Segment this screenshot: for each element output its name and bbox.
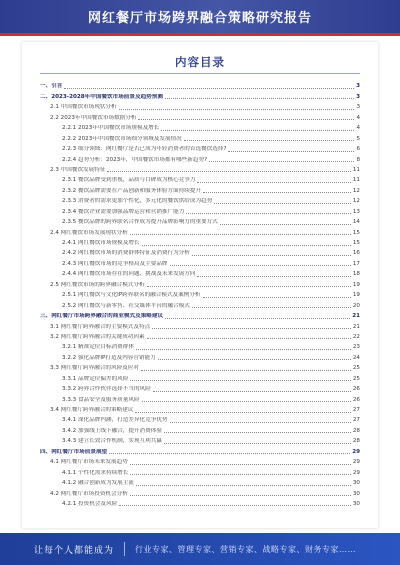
toc-entry-page: 29 [352,448,360,455]
toc-entry[interactable] [40,278,360,288]
toc-entry-page: 19 [352,292,360,299]
toc-entry[interactable] [40,101,360,111]
toc-entry-title: 2.2.2 2023年中国餐饮市场细分领域及发展情况 [62,135,182,142]
toc-leader-dots [161,130,354,131]
toc-entry-title: 3.3 网红餐厅跨界融合的风险及应对 [50,365,139,372]
footer-slogan: 让每个人都能成为 [34,545,115,556]
toc-entry-title: 2.2 2023年中国餐饮市场数据分析 [50,114,137,121]
toc-entry-page: 25 [352,375,360,382]
toc-leader-dots [109,453,350,454]
toc-leader-dots [152,328,351,329]
toc-entry-page: 4 [356,125,360,132]
toc-entry[interactable] [40,90,360,100]
report-title: 网红餐厅市场跨界融合策略研究报告 [87,11,312,26]
toc-entry[interactable] [40,341,360,351]
toc-entry[interactable] [40,393,360,403]
toc-leader-dots [142,245,351,246]
toc-entry[interactable] [40,184,360,194]
toc-leader-dots [214,203,351,204]
toc-entry-title: 2.5.1 网红餐饮与文化IP跨界联名的融合模式及案例分析 [62,292,201,299]
toc-leader-dots [64,88,354,89]
toc-leader-dots [197,182,350,183]
toc-entry-page: 15 [352,240,360,246]
toc-entry-title: 二、2023-2028年中国餐饮市场前景及趋势预测 [40,93,163,100]
toc-leader-dots [130,474,351,475]
toc-entry-title: 2.2.1 2023年中国餐饮市场规模及增长 [62,125,160,132]
toc-entry[interactable] [40,351,360,361]
toc-entry[interactable] [40,205,360,215]
toc-leader-dots [209,161,354,162]
toc-leader-dots [165,318,350,319]
toc-entry-page: 4 [356,114,360,121]
toc-entry[interactable] [40,466,360,476]
toc-entry-title: 2.4.4 网红餐饮市场存在的问题、挑战及未来发展方向 [62,271,196,278]
toc-entry[interactable] [40,362,360,372]
toc-leader-dots [138,119,354,120]
toc-leader-dots [203,192,351,193]
toc-entry-title: 3.1 网红餐厅跨界融合的主要模式及特点 [50,323,151,330]
toc-entry-title: 3.2 网红餐厅跨界融合的关键成功因素 [50,333,145,340]
toc-entry[interactable] [40,164,360,174]
toc-leader-dots [220,224,351,225]
toc-entry[interactable] [40,320,360,330]
toc-entry-page: 28 [352,427,360,434]
toc-entry[interactable] [40,310,360,320]
toc-leader-dots [130,495,351,496]
toc-leader-dots [130,380,351,381]
toc-entry-title: 2.3.5 餐饮品牌的跨界联名合作成为提升品牌影响力的重要方式 [62,219,218,226]
toc-leader-dots [119,505,351,506]
toc-entry-title: 2.3.3 消费者的需求更加个性化，多元化的餐饮供给成为趋势 [62,198,213,205]
toc-entry-page: 11 [352,177,360,184]
toc-entry-page: 21 [352,323,360,330]
toc-leader-dots [192,307,351,308]
toc-entry-page: 30 [352,500,360,507]
toc-entry-title: 3.2.2 强化品牌IP打造及内容营销能力 [62,354,156,361]
toc-entry-page: 30 [352,480,360,487]
toc-entry-page: 20 [352,302,360,309]
toc-entry[interactable] [40,257,360,267]
toc-entry[interactable] [40,122,360,132]
toc-entry-page: 26 [352,386,360,393]
toc-entry-title: 3.3.2 跨界合作伙伴选择不当的风险 [62,386,151,393]
toc-entry-title: 4.1.1 个性化需求持续增长 [62,469,129,476]
toc-entry[interactable] [40,174,360,184]
toc-entry-title: 2.5 网红餐饮市场的跨界融合模式分析 [50,281,145,288]
toc-entry-title: 2.3 中国餐饮发展特征 [50,166,106,173]
toc-heading: 内容目录 [175,55,225,69]
toc-entry-page: 21 [352,313,360,320]
footer-tagline: 行业专家、管理专家、营销专家、战略专家、财务专家…… [135,544,357,554]
toc-leader-dots [147,338,351,339]
toc-entry-title: 三、网红餐厅市场跨界融合的商业模式及策略建议 [40,313,164,320]
toc-entry[interactable] [40,111,360,121]
toc-leader-dots [170,422,351,423]
toc-entry-title: 2.4.1 网红餐饮市场规模及增长 [62,240,140,246]
toc-leader-dots [164,432,351,433]
toc-entry[interactable] [40,80,360,90]
toc-entry-title: 3.3.1 品牌定位偏差的风险 [62,375,129,382]
toc-entry-page: 29 [352,469,360,476]
toc-entry-title: 4.1.2 融合创新成为发展主流 [62,480,134,487]
toc-entry-page: 29 [352,459,360,466]
toc-entry[interactable] [40,487,360,497]
toc-entry-title: 3.4.1 深化品牌内涵，打造差异化竞争优势 [62,417,168,424]
toc-heading-divider [40,73,360,74]
toc-entry-page: 25 [352,365,360,372]
toc-entry-title: 2.3.4 餐饮企业需要加强品牌运营和营销推广能力 [62,208,185,215]
toc-entry-page: 27 [352,407,360,413]
toc-leader-dots [136,485,351,486]
toc-entry-title: 2.2.3 细分领域：网红餐厅是否已成为年轻消费者的首选餐饮选择? [62,146,227,153]
toc-entry[interactable] [40,414,360,424]
toc-entry-page: 12 [352,187,360,194]
toc-entry[interactable] [40,226,360,236]
toc-entry-title: 4.2 网红餐厅市场投资机会分析 [50,490,128,497]
toc-leader-dots [164,443,351,444]
toc-leader-dots [135,412,350,413]
toc-leader-dots [130,464,351,465]
toc-leader-dots [184,140,355,141]
toc-entry[interactable] [40,435,360,445]
toc-entry[interactable] [40,237,360,247]
toc-entry-title: 2.4 网红餐饮市场发展现状分析 [50,229,128,236]
toc-entry-page: 3 [356,93,360,100]
toc-entry-title: 2.3.2 餐饮品牌需要在产品创新和服务体验方面持续提升 [62,187,202,194]
toc-entry-page: 5 [356,135,360,142]
toc-entry-page: 17 [352,260,360,267]
toc-entry-page: 15 [352,229,360,236]
toc-entry[interactable] [40,299,360,309]
toc-entry-title: 4.1 网红餐厅市场未来发展趋势 [50,459,128,466]
toc-entry[interactable] [40,132,360,142]
toc-entry-title: 四、网红餐厅市场前景展望 [40,448,108,455]
toc-leader-dots [197,276,350,277]
toc-leader-dots [192,255,351,256]
toc-leader-dots [203,297,351,298]
toc-entry-page: 6 [356,146,360,153]
toc-entry-title: 3.2.1 精准定位目标消费群体 [62,344,134,351]
footer-banner [0,533,400,565]
toc-leader-dots [165,98,354,99]
footer-divider [124,542,125,556]
toc-leader-dots [107,171,350,172]
toc-entry-page: 18 [352,271,360,278]
toc-entry-page: 22 [352,333,360,340]
toc-entry-title: 2.2.4 趋势分析：2023年，中国餐饮市场都有哪些新趋势? [62,156,208,163]
toc-entry-page: 30 [352,490,360,497]
toc-entry[interactable] [40,424,360,434]
toc-entry-page: 3 [356,83,360,90]
toc-entry-page: 23 [352,344,360,351]
toc-leader-dots [186,213,351,214]
toc-entry-page: 26 [352,396,360,403]
toc-entry-title: 2.1 中国餐饮市场现状分析 [50,104,117,111]
toc-leader-dots [130,234,351,235]
toc-entry-page: 28 [352,438,360,445]
toc-leader-dots [119,109,355,110]
toc-entry-page: 16 [352,250,360,257]
toc-leader-dots [153,391,351,392]
toc-entry[interactable] [40,153,360,163]
toc-entry-page: 12 [352,198,360,205]
toc-entry-page: 14 [352,219,360,226]
toc-entry-page: 19 [352,281,360,288]
toc-entry-page: 11 [352,166,360,173]
toc-entry-page: 27 [352,417,360,424]
table-of-contents [40,80,360,508]
toc-entry-page: 3 [356,104,360,111]
toc-entry[interactable] [40,456,360,466]
toc-entry-title: 2.4.2 网红餐饮市场的消费群体特征及消费行为分析 [62,250,190,257]
toc-leader-dots [142,401,351,402]
toc-entry-title: 3.4.2 加强线上线下融合，提升消费体验 [62,427,162,434]
toc-entry[interactable] [40,143,360,153]
toc-entry[interactable] [40,498,360,508]
toc-entry[interactable] [40,383,360,393]
toc-entry-title: 2.3.1 餐饮品牌受到重视，品质与口碑成为核心竞争力 [62,177,196,184]
toc-entry-title: 2.4.3 网红餐饮市场的竞争格局及主要品牌 [62,260,168,267]
toc-leader-dots [158,359,351,360]
toc-entry-page: 13 [352,208,360,215]
toc-leader-dots [170,265,351,266]
toc-leader-dots [136,349,351,350]
toc-entry-page: 8 [356,156,360,163]
toc-entry-title: 2.5.2 网红餐饮与新零售、社交媒体平台的融合模式 [62,302,190,309]
report-header [0,0,400,36]
toc-entry[interactable] [40,331,360,341]
toc-page [22,42,378,528]
toc-entry[interactable] [40,268,360,278]
toc-entry[interactable] [40,216,360,226]
toc-entry[interactable] [40,372,360,382]
toc-entry[interactable] [40,289,360,299]
toc-entry-title: 4.2.1 投资机会及风险 [62,500,118,507]
toc-leader-dots [147,286,351,287]
toc-entry[interactable] [40,247,360,257]
toc-entry-page: 24 [352,354,360,361]
toc-leader-dots [141,370,351,371]
toc-entry-title: 3.4.3 建立长效合作机制，实现互利共赢 [62,438,162,445]
toc-entry[interactable] [40,195,360,205]
toc-entry-title: 3.4 网红餐厅跨界融合的策略建议 [50,407,134,413]
toc-entry[interactable] [40,445,360,455]
toc-entry-title: 3.3.3 食品安全及服务质量风险 [62,396,140,403]
toc-entry[interactable] [40,477,360,487]
toc-entry[interactable] [40,404,360,414]
toc-entry-title: 一、引言 [40,83,63,90]
toc-leader-dots [228,151,354,152]
